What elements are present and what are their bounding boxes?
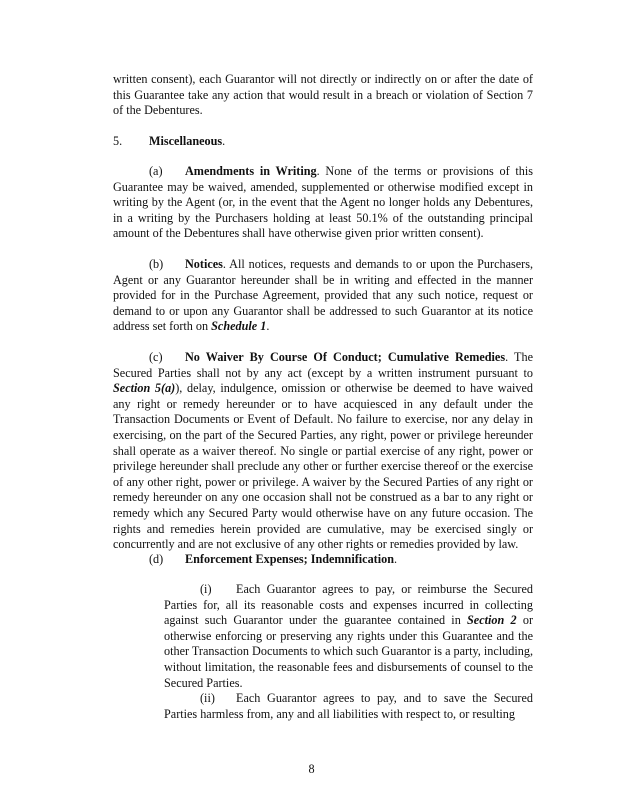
paragraph-c <box>113 350 533 553</box>
paragraph-b-text: . All notices, requests and demands to or upon the Purchasers, Agent or any Guarantor hereunder shall be in writing and effected in the manner provided for in the Purchase Agreement, provided that any such notice, request or demand to or upon any Guarantor shall be addressed to such Guarantor at its notice address set forth on <box>113 257 533 334</box>
paragraph-c-text-continued: ), delay, indulgence, omission or otherwise be deemed to have waived any right or remedy hereunder or to have acquiesced in any default under the Transaction Documents or Event of Default. No failure to exercise, nor any delay in exercising, on the part of the Secured Parties, any right, power or privilege hereunder shall operate as a waiver thereof. No single or partial exercise of any right, power or privilege hereunder shall preclude any other or further exercise thereof or the exercise of any other right, power or privilege. A waiver by the Secured Parties of any right or remedy hereunder on any one occasion shall not be construed as a bar to any right or remedy which any Secured Party would otherwise have on any future occasion. The rights and remedies herein provided are cumulative, may be exercised singly or concurrently and are not exclusive of any other rights or remedies provided by law. <box>113 381 533 552</box>
paragraph-d-i-label: (i) <box>200 582 212 596</box>
paragraph-d-punct: . <box>394 552 398 566</box>
section-5-heading <box>113 134 533 150</box>
section-5-number: 5. <box>113 134 123 148</box>
paragraph-d-label: (d) <box>149 552 164 566</box>
paragraph-d-ii <box>164 691 533 722</box>
paragraph-c-heading: No Waiver By Course Of Conduct; Cumulative Remedies <box>185 350 506 364</box>
paragraph-a <box>113 164 533 242</box>
schedule-1-reference: Schedule 1 <box>211 319 267 334</box>
paragraph-c-text: . The Secured Parties shall not by any act (except by a written instrument pursuant to <box>113 350 534 380</box>
carryover-text: written consent), each Guarantor will not directly or indirectly on or after the date of this Guarantee take any action that would result in a breach or violation of Section 7 of the Debentures. <box>113 72 533 118</box>
section-2-reference: Section 2 <box>467 613 517 628</box>
paragraph-b <box>113 257 533 335</box>
paragraph-d-ii-text: Each Guarantor agrees to pay, and to save the Secured Parties harmless from, any and all liabilities with respect to, or resulting <box>164 691 533 721</box>
paragraph-b-label: (b) <box>149 257 164 271</box>
paragraph-a-text: . None of the terms or provisions of this Guarantee may be waived, amended, supplemented or otherwise modified except in writing by the Agent (or, in the event that the Agent no longer holds any Debentures, in a writing by the Purchasers holding at least 50.1% of the outstanding principal amount of the Debentures shall have otherwise given prior written consent). <box>113 164 533 241</box>
paragraph-b-heading: Notices <box>185 257 223 271</box>
paragraph-d <box>113 552 533 568</box>
paragraph-d-i-text: Each Guarantor agrees to pay, or reimburse the Secured Parties for, all its reasonable costs and expenses incurred in collecting against such Guarantor under the guarantee contained in <box>164 582 533 628</box>
paragraph-b-end: . <box>266 319 270 334</box>
paragraph-d-i-text-continued: or otherwise enforcing or preserving any rights under this Guarantee and the other Transaction Documents to which such Guarantor is a party, including, without limitation, the reasonable fees and disbursements of counsel to the Secured Parties. <box>164 613 533 690</box>
paragraph-a-heading: Amendments in Writing <box>185 164 317 178</box>
page-number: 8 <box>308 762 315 776</box>
paragraph-d-heading: Enforcement Expenses; Indemnification <box>185 552 394 566</box>
paragraph-d-i <box>164 582 533 691</box>
section-5-title: Miscellaneous <box>149 134 223 148</box>
carryover-paragraph <box>113 72 533 119</box>
paragraph-d-ii-label: (ii) <box>200 691 215 705</box>
section-5-punct: . <box>222 134 226 148</box>
paragraph-c-label: (c) <box>149 350 163 364</box>
paragraph-a-label: (a) <box>149 164 163 178</box>
section-5a-reference: Section 5(a) <box>113 381 176 396</box>
